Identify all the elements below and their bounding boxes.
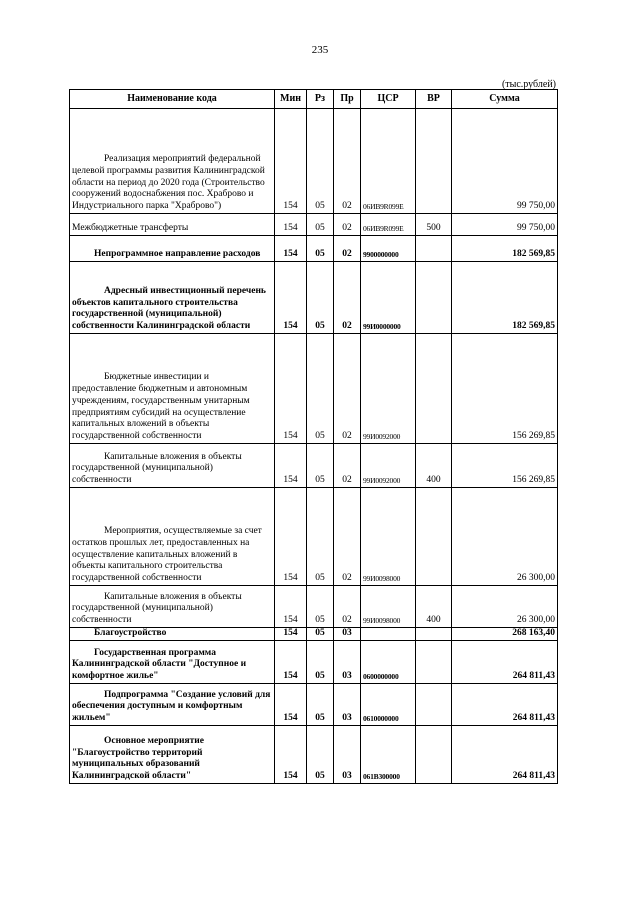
table-row xyxy=(70,236,558,262)
row-name: Непрограммное направление расходов xyxy=(70,236,275,262)
row-sum: 156 269,85 xyxy=(452,334,558,444)
row-name: Капитальные вложения в объекты государственной (муниципальной) собственности xyxy=(70,586,275,628)
table-row xyxy=(70,214,558,236)
row-name: Межбюджетные трансферты xyxy=(70,214,275,236)
row-sum: 99 750,00 xyxy=(452,109,558,214)
header-rz: Рз xyxy=(307,90,334,109)
header-vr: ВР xyxy=(416,90,452,109)
row-name: Подпрограмма "Создание условий для обеспечения доступным и комфортным жильем" xyxy=(70,684,275,726)
row-name: Капитальные вложения в объекты государственной (муниципальной) собственности xyxy=(70,444,275,488)
row-vr xyxy=(416,488,452,586)
header-csr: ЦСР xyxy=(361,90,416,109)
row-min: 154 xyxy=(275,236,307,262)
row-name: Благоустройство xyxy=(70,628,275,641)
table-row xyxy=(70,684,558,726)
row-vr xyxy=(416,684,452,726)
row-rz: 05 xyxy=(307,214,334,236)
row-sum: 264 811,43 xyxy=(452,684,558,726)
row-pr: 02 xyxy=(334,109,361,214)
row-vr xyxy=(416,641,452,684)
row-vr: 500 xyxy=(416,214,452,236)
row-name: Мероприятия, осуществляемые за счет остатков прошлых лет, предоставленных на осуществление капитальных вложений в объекты капитального строительства государственной собственности xyxy=(70,488,275,586)
row-pr: 03 xyxy=(334,628,361,641)
row-csr: 06ИВ9R099Е xyxy=(361,214,416,236)
row-sum: 264 811,43 xyxy=(452,726,558,784)
table-row xyxy=(70,262,558,334)
table-row xyxy=(70,334,558,444)
header-pr: Пр xyxy=(334,90,361,109)
header-name: Наименование кода xyxy=(70,90,275,109)
row-rz: 05 xyxy=(307,488,334,586)
row-sum: 156 269,85 xyxy=(452,444,558,488)
row-vr xyxy=(416,262,452,334)
table-row xyxy=(70,628,558,641)
row-vr xyxy=(416,334,452,444)
row-sum: 182 569,85 xyxy=(452,262,558,334)
row-csr xyxy=(361,628,416,641)
row-rz: 05 xyxy=(307,236,334,262)
row-name: Основное мероприятие "Благоустройство территорий муниципальных образований Калининградской области" xyxy=(70,726,275,784)
page-number: 235 xyxy=(311,44,329,56)
row-pr: 02 xyxy=(334,586,361,628)
budget-table xyxy=(69,89,558,784)
header-sum: Сумма xyxy=(452,90,558,109)
row-csr: 06ИВ9R099Е xyxy=(361,109,416,214)
table-row xyxy=(70,488,558,586)
units-label: (тыс.рублей) xyxy=(501,79,556,90)
row-sum: 264 811,43 xyxy=(452,641,558,684)
row-min: 154 xyxy=(275,628,307,641)
row-csr: 99И0092000 xyxy=(361,334,416,444)
row-rz: 05 xyxy=(307,726,334,784)
row-sum: 99 750,00 xyxy=(452,214,558,236)
row-rz: 05 xyxy=(307,641,334,684)
row-csr: 0600000000 xyxy=(361,641,416,684)
row-vr xyxy=(416,109,452,214)
row-sum: 26 300,00 xyxy=(452,586,558,628)
row-min: 154 xyxy=(275,109,307,214)
row-rz: 05 xyxy=(307,684,334,726)
row-csr: 061В300000 xyxy=(361,726,416,784)
row-pr: 02 xyxy=(334,334,361,444)
row-min: 154 xyxy=(275,444,307,488)
row-csr: 99И0098000 xyxy=(361,488,416,586)
row-rz: 05 xyxy=(307,444,334,488)
row-pr: 02 xyxy=(334,214,361,236)
table-row xyxy=(70,641,558,684)
row-vr xyxy=(416,726,452,784)
row-vr xyxy=(416,628,452,641)
row-pr: 03 xyxy=(334,684,361,726)
table-row xyxy=(70,586,558,628)
row-min: 154 xyxy=(275,488,307,586)
row-name: Бюджетные инвестиции и предоставление бюджетным и автономным учреждениям, государственным унитарным предприятиям субсидий на осуществление капитальных вложений в объекты государственной собственности xyxy=(70,334,275,444)
row-name: Адресный инвестиционный перечень объектов капитального строительства государственной (муниципальной) собственности Калининградской области xyxy=(70,262,275,334)
row-vr: 400 xyxy=(416,586,452,628)
row-min: 154 xyxy=(275,726,307,784)
row-csr: 9900000000 xyxy=(361,236,416,262)
table-row xyxy=(70,444,558,488)
row-min: 154 xyxy=(275,334,307,444)
row-rz: 05 xyxy=(307,586,334,628)
row-pr: 02 xyxy=(334,262,361,334)
row-sum: 182 569,85 xyxy=(452,236,558,262)
row-pr: 03 xyxy=(334,726,361,784)
row-pr: 02 xyxy=(334,444,361,488)
table-row xyxy=(70,726,558,784)
row-name: Государственная программа Калининградской области "Доступное и комфортное жилье" xyxy=(70,641,275,684)
row-min: 154 xyxy=(275,262,307,334)
row-rz: 05 xyxy=(307,109,334,214)
row-vr xyxy=(416,236,452,262)
row-csr: 99И0000000 xyxy=(361,262,416,334)
row-csr: 0610000000 xyxy=(361,684,416,726)
row-name: Реализация мероприятий федеральной целевой программы развития Калининградской области на период до 2020 года (Строительство сооружений водоснабжения пос. Храброво и Индустриального парка "Храброво") xyxy=(70,109,275,214)
row-min: 154 xyxy=(275,684,307,726)
table-header-row xyxy=(70,90,558,109)
row-min: 154 xyxy=(275,214,307,236)
table-row xyxy=(70,109,558,214)
row-csr: 99И0092000 xyxy=(361,444,416,488)
row-rz: 05 xyxy=(307,262,334,334)
row-min: 154 xyxy=(275,586,307,628)
row-pr: 02 xyxy=(334,488,361,586)
row-csr: 99И0098000 xyxy=(361,586,416,628)
header-min: Мин xyxy=(275,90,307,109)
row-vr: 400 xyxy=(416,444,452,488)
row-sum: 26 300,00 xyxy=(452,488,558,586)
row-rz: 05 xyxy=(307,628,334,641)
row-min: 154 xyxy=(275,641,307,684)
row-sum: 268 163,40 xyxy=(452,628,558,641)
row-pr: 02 xyxy=(334,236,361,262)
row-pr: 03 xyxy=(334,641,361,684)
row-rz: 05 xyxy=(307,334,334,444)
